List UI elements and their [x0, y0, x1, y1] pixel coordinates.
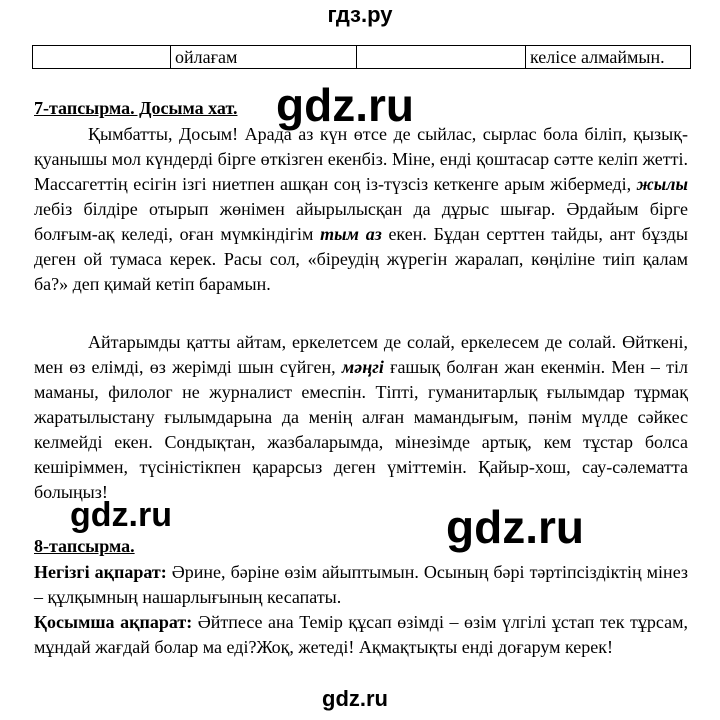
watermark: gdz.ru [276, 79, 414, 131]
site-header: гдз.ру [327, 2, 393, 27]
table-cell: ойлағам [171, 46, 357, 69]
main-info-paragraph: Негізгі ақпарат: Әрине, бәріне өзім айыптымын. Осының бәрі тәртіпсіздіктің мінез – құлқымның нашарлығының кесапаты. [34, 562, 689, 607]
answer-table [32, 45, 691, 69]
extra-info-paragraph: Қосымша ақпарат: Әйтпесе ана Темір құсап өзімді – өзім үлгілі ұстап тек тұрсам, мұндай жағдай болар ма еді?Жоқ, жетеді! Ақмақтықты енді доғарум керек! [34, 612, 688, 657]
watermark: gdz.ru [322, 686, 388, 711]
table-row [33, 46, 691, 69]
table-cell: келісе алмаймын. [526, 46, 691, 69]
table-cell [33, 46, 171, 69]
emphasis-word: жылы [636, 174, 689, 194]
letter-paragraph-1: Қымбатты, Досым! Арада аз күн өтсе де сыйлас, сырлас бола біліп, қызық-қуанышы мол күндерді бірге өткізген екенбіз. Міне, енді қоштасар сәтте келіп жетті. Массагеттің есігін ізгі ниетпен ашқан соң із-түзсіз кеткенге арым жібермеді, жылы лебіз білдіре отырып жөнімен айырылысқан да дұрыс шығар. Әрдайым бірге болғым-ақ келеді, оған мүмкіндігім тым аз екен. Бұдан серттен тайды, ант бұзды деген ой тумаса керек. Расы сол, «біреудің жүрегін жаралап, көңіліне тиіп қалам ба?» деп қимай кетіп барамын. [34, 124, 689, 294]
main-info-label: Негізгі ақпарат: [34, 562, 167, 582]
watermark: gdz.ru [446, 501, 584, 553]
letter-paragraph-2: Айтарымды қатты айтам, еркелетсем де солай, еркелесем де солай. Өйткені, мен өз елімді, өз жерімді шын сүйген, мәңгі ғашық болған жан екенмін. Мен – тіл маманы, филолог не журналист емеспін. Тіпті, гуманитарлық ғылымдар тұрмақ жаратылыстану ғылымдарына да менің алған мамандығым, пәнім мүлде сәйкес келмейді екен. Сондықтан, жазбаларымда, мінезімде артық, кем тұстар болса кешіріммен, түсіністікпен қарарсыз деген үміттемін. Қайыр-хош, сау-сәлематта болыңыз! [34, 332, 688, 502]
emphasis-word: мәңгі [341, 357, 384, 377]
section-7-title: 7-тапсырма. Досыма хат. [34, 98, 238, 118]
watermark: gdz.ru [70, 496, 172, 534]
section-8-title: 8-тапсырма. [34, 536, 135, 556]
emphasis-word: тым аз [320, 224, 382, 244]
table-cell [357, 46, 526, 69]
extra-info-label: Қосымша ақпарат: [34, 612, 193, 632]
